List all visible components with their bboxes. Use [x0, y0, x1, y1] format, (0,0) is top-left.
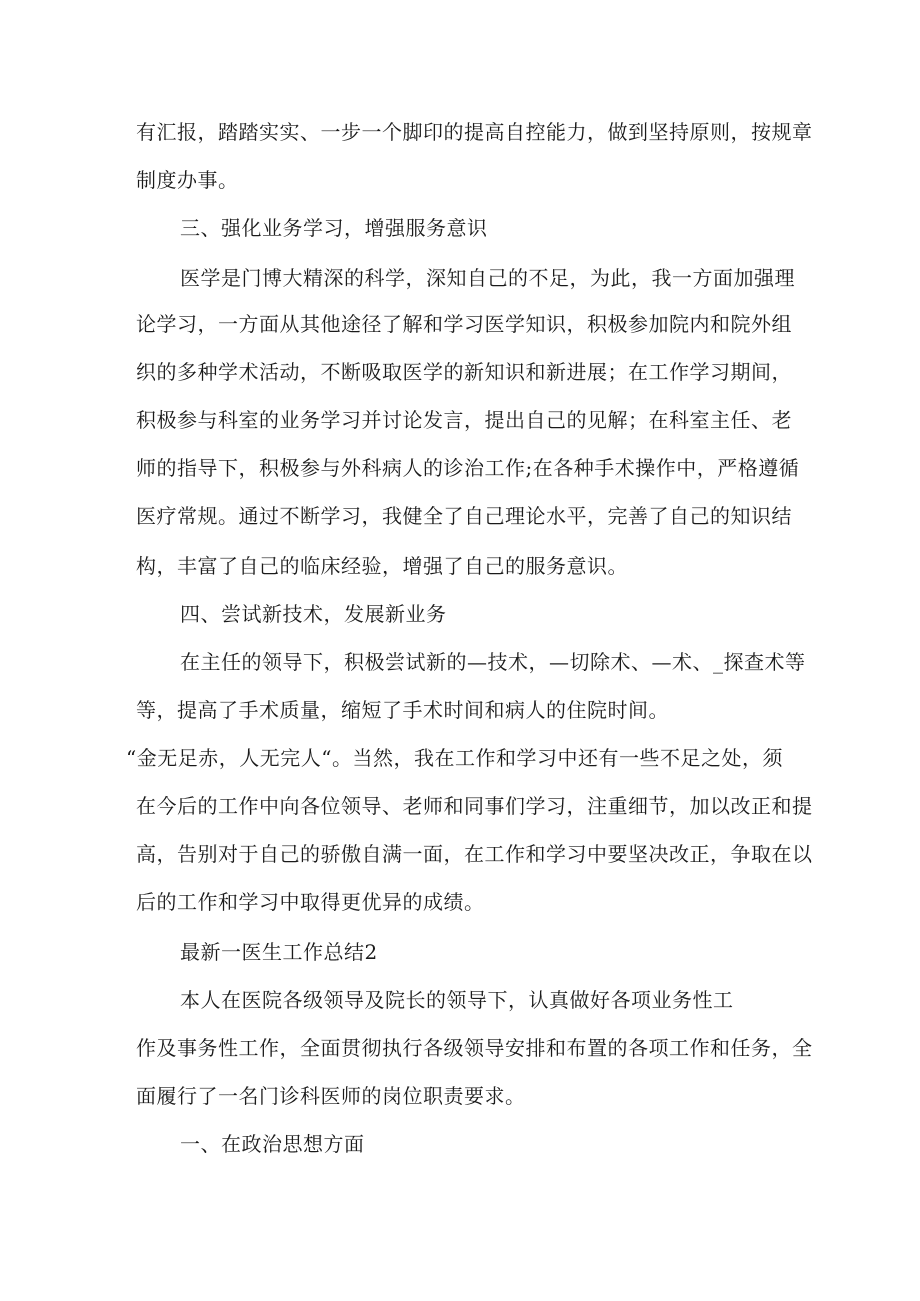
- section-heading: 四、尝试新技术，发展新业务: [180, 602, 447, 626]
- text-line: 师的指导下，积极参与外科病人的诊治工作;在各种手术操作中，严格遵循: [136, 456, 800, 480]
- text-line: 有汇报，踏踏实实、一步一个脚印的提高自控能力，做到坚持原则，按规章: [136, 120, 813, 144]
- text-line: 等，提高了手术质量，缩短了手术时间和病人的住院时间。: [136, 698, 669, 722]
- text-line: 在主任的领导下，积极尝试新的—技术，—切除术、—术、_探查术等: [180, 650, 806, 674]
- text-line: 积极参与科室的业务学习并讨论发言，提出自己的见解；在科室主任、老: [136, 408, 792, 432]
- section-heading: 三、强化业务学习，增强服务意识: [180, 216, 488, 240]
- text-line: 医学是门博大精深的科学，深知自己的不足，为此，我一方面加强理: [180, 266, 795, 290]
- section-title: 最新一医生工作总结2: [180, 940, 378, 964]
- text-line: 构，丰富了自己的临床经验，增强了自己的服务意识。: [136, 554, 628, 578]
- text-line: 作及事务性工作，全面贯彻执行各级领导安排和布置的各项工作和任务，全: [136, 1036, 813, 1060]
- text-line: 织的多种学术活动，不断吸取医学的新知识和新进展；在工作学习期间，: [136, 360, 792, 384]
- text-line: 本人在医院各级领导及院长的领导下，认真做好各项业务性工: [180, 988, 734, 1012]
- text-line: 后的工作和学习中取得更优异的成绩。: [136, 890, 485, 914]
- section-heading: 一、在政治思想方面: [180, 1132, 365, 1156]
- text-line: 面履行了一名门诊科医师的岗位职责要求。: [136, 1084, 526, 1108]
- text-line: “金无足赤，人无完人“。当然，我在工作和学习中还有一些不足之处，须: [126, 746, 783, 770]
- text-line: 在今后的工作中向各位领导、老师和同事们学习，注重细节，加以改正和提: [136, 794, 813, 818]
- text-line: 医疗常规。通过不断学习，我健全了自己理论水平，完善了自己的知识结: [136, 504, 792, 528]
- text-line: 论学习，一方面从其他途径了解和学习医学知识，积极参加院内和院外组: [136, 312, 792, 336]
- text-line: 制度办事。: [136, 168, 239, 192]
- text-line: 高，告别对于自己的骄傲自满一面，在工作和学习中要坚决改正，争取在以: [136, 842, 813, 866]
